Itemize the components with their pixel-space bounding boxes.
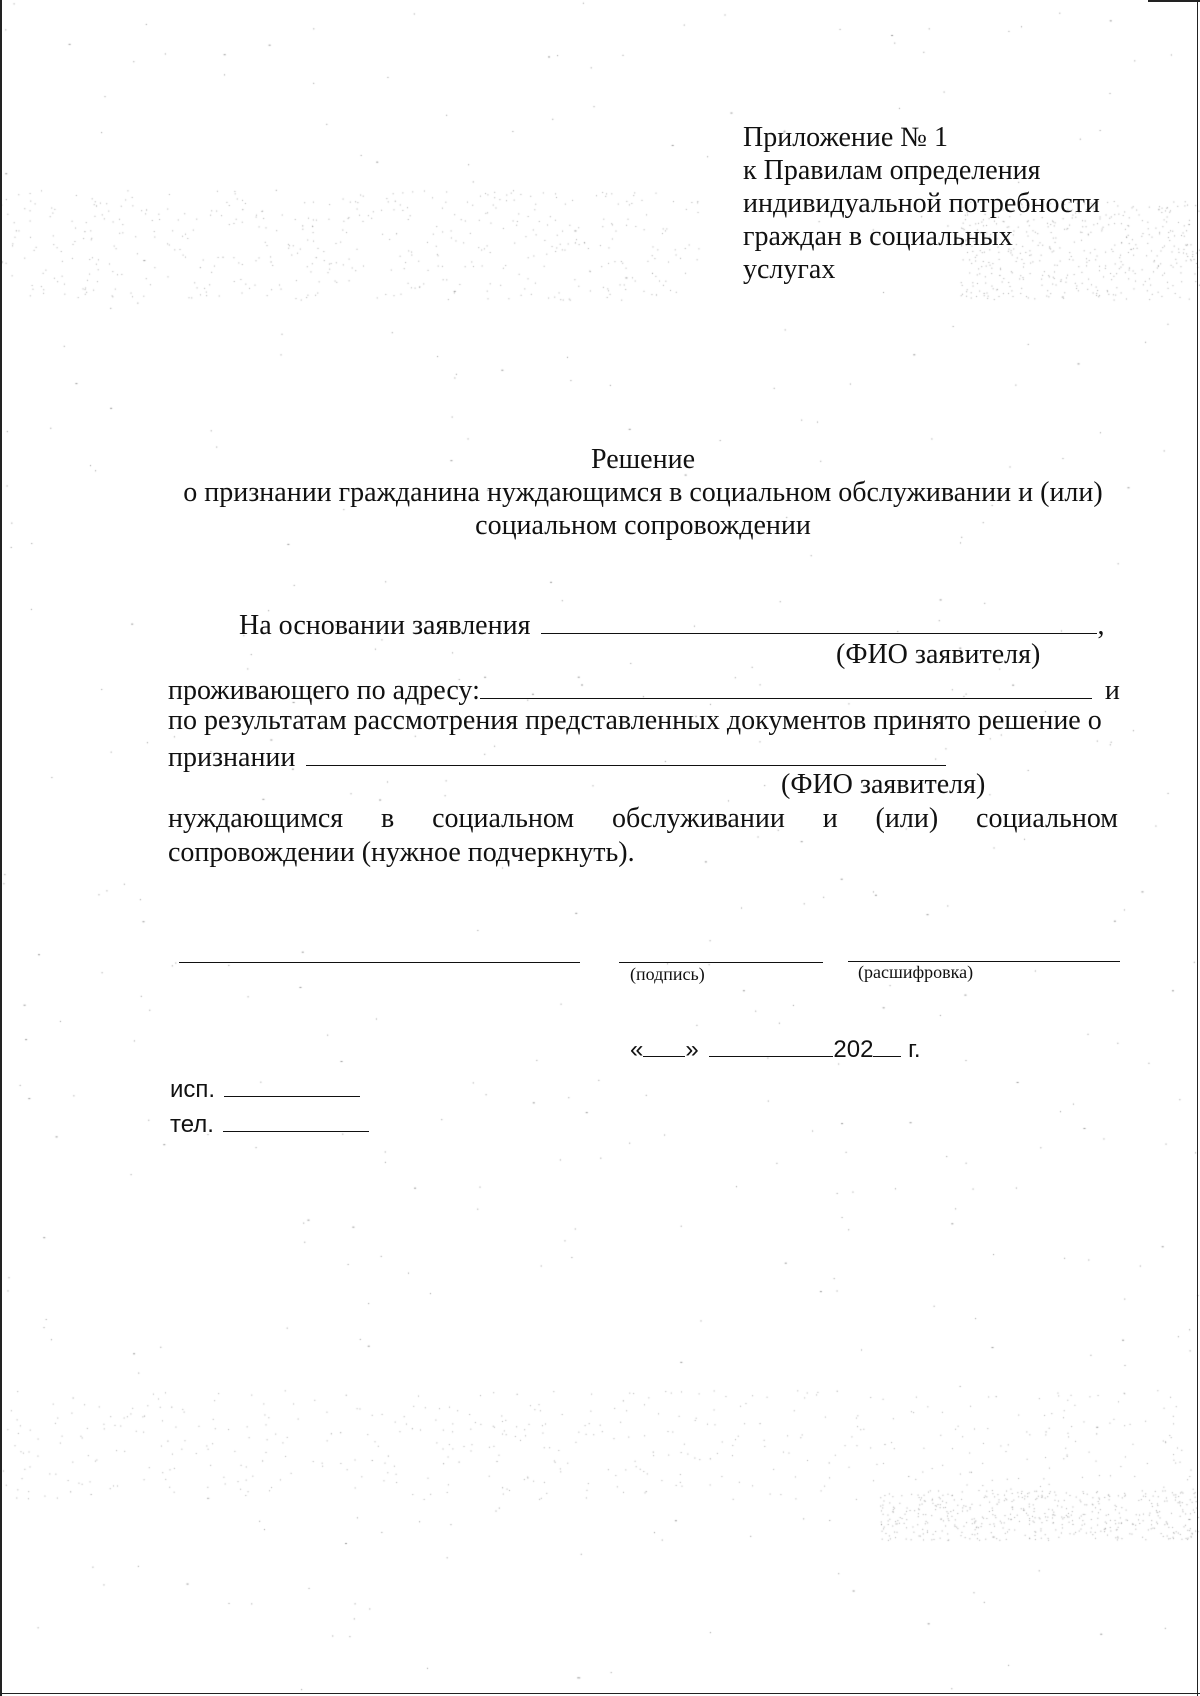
executor-row — [170, 1076, 360, 1104]
need-word: и — [822, 803, 838, 834]
need-word: обслуживании — [611, 803, 785, 834]
phone-row — [170, 1111, 369, 1139]
day-field[interactable] — [643, 1036, 685, 1057]
applicant-name-field[interactable] — [541, 609, 1097, 634]
annex-line: индивидуальной потребности — [743, 188, 1100, 219]
year-prefix: 202 — [833, 1036, 874, 1063]
executor-field[interactable] — [224, 1076, 360, 1097]
month-field[interactable] — [709, 1036, 833, 1057]
phone-label: тел. — [170, 1111, 214, 1138]
address-label: проживающего по адресу: — [168, 675, 480, 706]
year-suffix: г. — [908, 1036, 921, 1063]
annex-line: Приложение № 1 — [743, 122, 948, 153]
address-field[interactable] — [480, 674, 1092, 699]
results-line: по результатам рассмотрения представленных документов принято решение о — [168, 705, 1102, 736]
document-subtitle: о признании гражданина нуждающимся в социальном обслуживании и (или) — [183, 477, 1103, 508]
document-title: Решение — [590, 444, 695, 475]
annex-line: граждан в социальных — [743, 221, 1013, 252]
annex-line: к Правилам определения — [743, 155, 1041, 186]
scan-left-edge — [0, 0, 2, 1696]
recognized-name-field[interactable] — [306, 741, 946, 766]
fio-caption: (ФИО заявителя) — [836, 639, 1041, 670]
annex-line: услугах — [743, 254, 836, 285]
basis-comma: , — [1097, 610, 1105, 641]
scan-top-edge — [1148, 0, 1200, 2]
year-field[interactable] — [873, 1036, 901, 1057]
address-tail: и — [1104, 675, 1120, 706]
date-open-quote: « — [630, 1036, 644, 1063]
date-close-quote: » — [685, 1036, 699, 1063]
signature-line[interactable] — [619, 962, 823, 963]
need-word: в — [381, 803, 395, 834]
need-word: нуждающимся — [168, 803, 344, 834]
decoding-caption: (расшифровка) — [858, 962, 974, 982]
need-word: социальном — [976, 803, 1118, 834]
date-row — [630, 1036, 921, 1064]
recognition-label: признании — [168, 742, 296, 773]
need-word: социальном — [432, 803, 575, 834]
document-subtitle: социальном сопровождении — [475, 510, 811, 541]
last-line: сопровождении (нужное подчеркнуть). — [168, 837, 635, 868]
need-line — [168, 802, 1118, 835]
signature-caption: (подпись) — [630, 964, 705, 984]
basis-label: На основании заявления — [239, 610, 531, 641]
scan-bottom-edge — [0, 1693, 1200, 1694]
fio-caption: (ФИО заявителя) — [781, 769, 986, 800]
executor-label: исп. — [170, 1076, 216, 1103]
phone-field[interactable] — [223, 1111, 369, 1132]
position-line[interactable] — [179, 962, 580, 963]
address-row — [168, 674, 1120, 707]
need-word: (или) — [875, 803, 939, 834]
scan-right-edge — [1197, 0, 1198, 1696]
